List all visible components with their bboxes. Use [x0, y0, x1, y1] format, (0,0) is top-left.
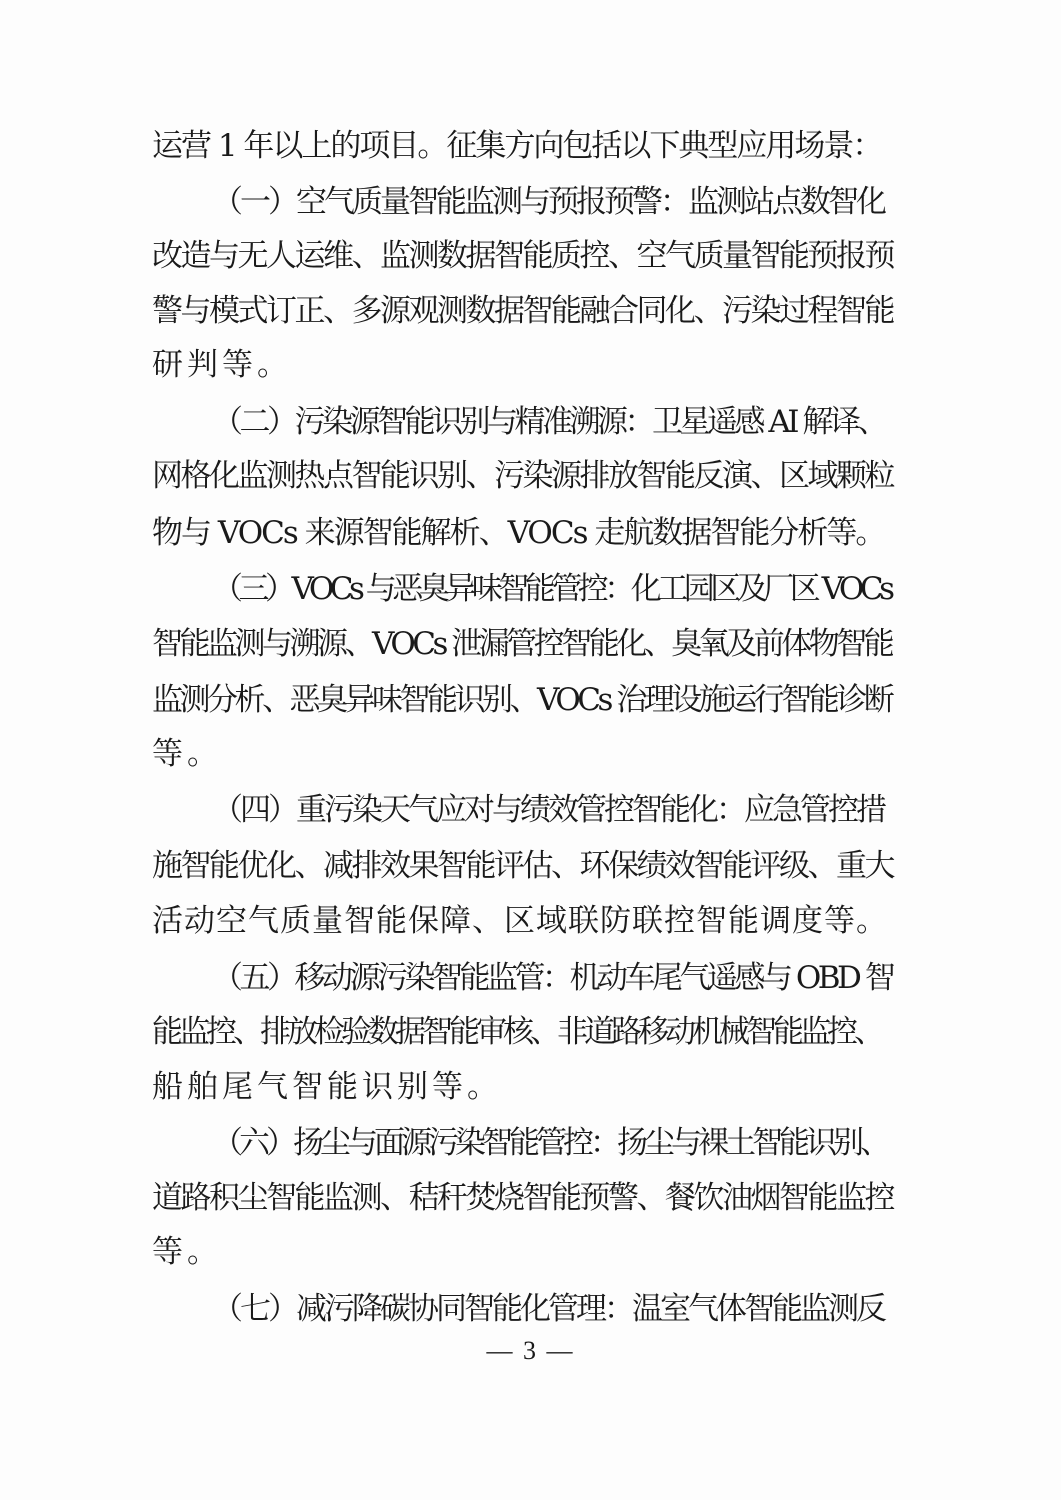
text-line: 能监控、排放检验数据智能审核、非道路移动机械智能监控、 — [152, 1014, 881, 1050]
text-line: （四）重污染天气应对与绩效管控智能化：应急管控措 — [212, 792, 884, 828]
text-line: 物与 VOCs 来源智能解析、VOCs 走航数据智能分析等。 — [152, 515, 885, 551]
text-line: 等。 — [152, 1234, 222, 1270]
text-line: （二）污染源智能识别与精准溯源：卫星遥感 AI 解译、 — [212, 404, 885, 440]
text-line: 等。 — [152, 736, 222, 772]
text-line: 运营 1 年以上的项目。征集方向包括以下典型应用场景： — [152, 128, 882, 164]
text-line: 活动空气质量智能保障、区域联防联控智能调度等。 — [152, 903, 888, 939]
text-line: （五）移动源污染智能监管：机动车尾气遥感与 OBD 智 — [212, 960, 893, 996]
page-number: — 3 — — [486, 1336, 575, 1365]
text-line: （七）减污降碳协同智能化管理：温室气体智能监测反 — [212, 1291, 884, 1327]
text-line: （三）VOCs 与恶臭异味智能管控：化工园区及厂区 VOCs — [212, 571, 891, 607]
text-line: 监测分析、恶臭异味智能识别、VOCs 治理设施运行智能诊断 — [152, 682, 892, 718]
text-line: （一）空气质量智能监测与预报预警：监测站点数智化 — [212, 184, 884, 220]
text-line: 网格化监测热点智能识别、污染源排放智能反演、区域颗粒 — [152, 458, 893, 494]
text-line: 改造与无人运维、监测数据智能质控、空气质量智能预报预 — [152, 238, 893, 274]
text-line: 船舶尾气智能识别等。 — [152, 1069, 502, 1105]
text-line: 警与模式订正、多源观测数据智能融合同化、污染过程智能 — [152, 293, 893, 329]
text-line: 道路积尘智能监测、秸秆焚烧智能预警、餐饮油烟智能监控 — [152, 1180, 893, 1216]
text-line: 施智能优化、减排效果智能评估、环保绩效智能评级、重大 — [152, 848, 893, 884]
text-line: 智能监测与溯源、VOCs 泄漏管控智能化、臭氧及前体物智能 — [152, 626, 892, 662]
text-line: 研判等。 — [152, 347, 292, 383]
text-line: （六）扬尘与面源污染智能管控：扬尘与裸土智能识别、 — [212, 1125, 887, 1161]
